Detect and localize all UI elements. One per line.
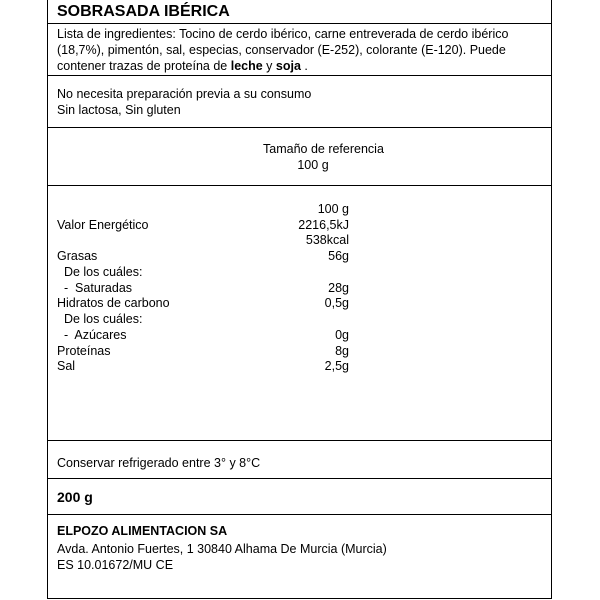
nutrition-row-label: De los cuáles: — [57, 312, 143, 326]
nutrition-row-label: Hidratos de carbono — [57, 296, 170, 310]
divider — [48, 478, 551, 479]
nutrition-row-value: 28g — [328, 281, 349, 295]
nutrition-row-label: De los cuáles: — [57, 265, 143, 279]
divider — [48, 185, 551, 186]
nutrition-row-label: Grasas — [57, 249, 98, 263]
ingredients-prefix: Lista de ingredientes: Tocino de cerdo ibérico, carne entreverada de cerdo ibérico (18,7%), pimentón, sal, especias, conservador (E-252), colorante (E-120). Puede contener trazas de proteína de — [57, 27, 509, 74]
net-weight: 200 g — [57, 489, 93, 505]
allergen-milk: leche — [230, 59, 263, 74]
company-address: Avda. Antonio Fuertes, 1 30840 Alhama De Murcia (Murcia) — [57, 542, 387, 556]
nutrition-row-label: Sal — [57, 359, 76, 373]
reference-size-amount: 100 g — [297, 158, 329, 172]
nutrition-row-value: 2216,5kJ — [298, 218, 349, 232]
preparation-note: No necesita preparación previa a su consumo — [57, 87, 312, 101]
allergen-soy: soja — [275, 59, 301, 74]
divider — [48, 127, 551, 128]
nutrition-row-value: 2,5g — [324, 359, 349, 373]
company-name: ELPOZO ALIMENTACION SA — [57, 524, 228, 538]
nutrition-row-label: - Azúcares — [57, 328, 127, 342]
storage-instructions: Conservar refrigerado entre 3° y 8°C — [57, 456, 261, 470]
product-name: SOBRASADA IBÉRICA — [48, 0, 551, 24]
divider — [48, 514, 551, 515]
ingredients-text — [57, 26, 537, 75]
ingredients-suffix: . — [300, 59, 308, 74]
nutrition-row-value: 0,5g — [324, 296, 349, 310]
free-from-note: Sin lactosa, Sin gluten — [57, 103, 181, 117]
ingredients-connector: y — [262, 59, 276, 74]
nutrition-row-value: 0g — [335, 328, 349, 342]
product-label — [47, 0, 552, 599]
nutrition-row-value: 8g — [335, 344, 349, 358]
nutrition-row-label: Proteínas — [57, 344, 111, 358]
divider — [48, 440, 551, 441]
sanitary-registry: ES 10.01672/MU CE — [57, 558, 174, 572]
divider — [48, 75, 551, 76]
nutrition-row-value: 538kcal — [305, 233, 349, 247]
nutrition-row-label: - Saturadas — [57, 281, 133, 295]
nutrition-row-value: 56g — [328, 249, 349, 263]
nutrition-row-label: Valor Energético — [57, 218, 149, 232]
reference-size-label: Tamaño de referencia — [263, 142, 384, 156]
nutrition-column-header: 100 g — [317, 202, 349, 216]
